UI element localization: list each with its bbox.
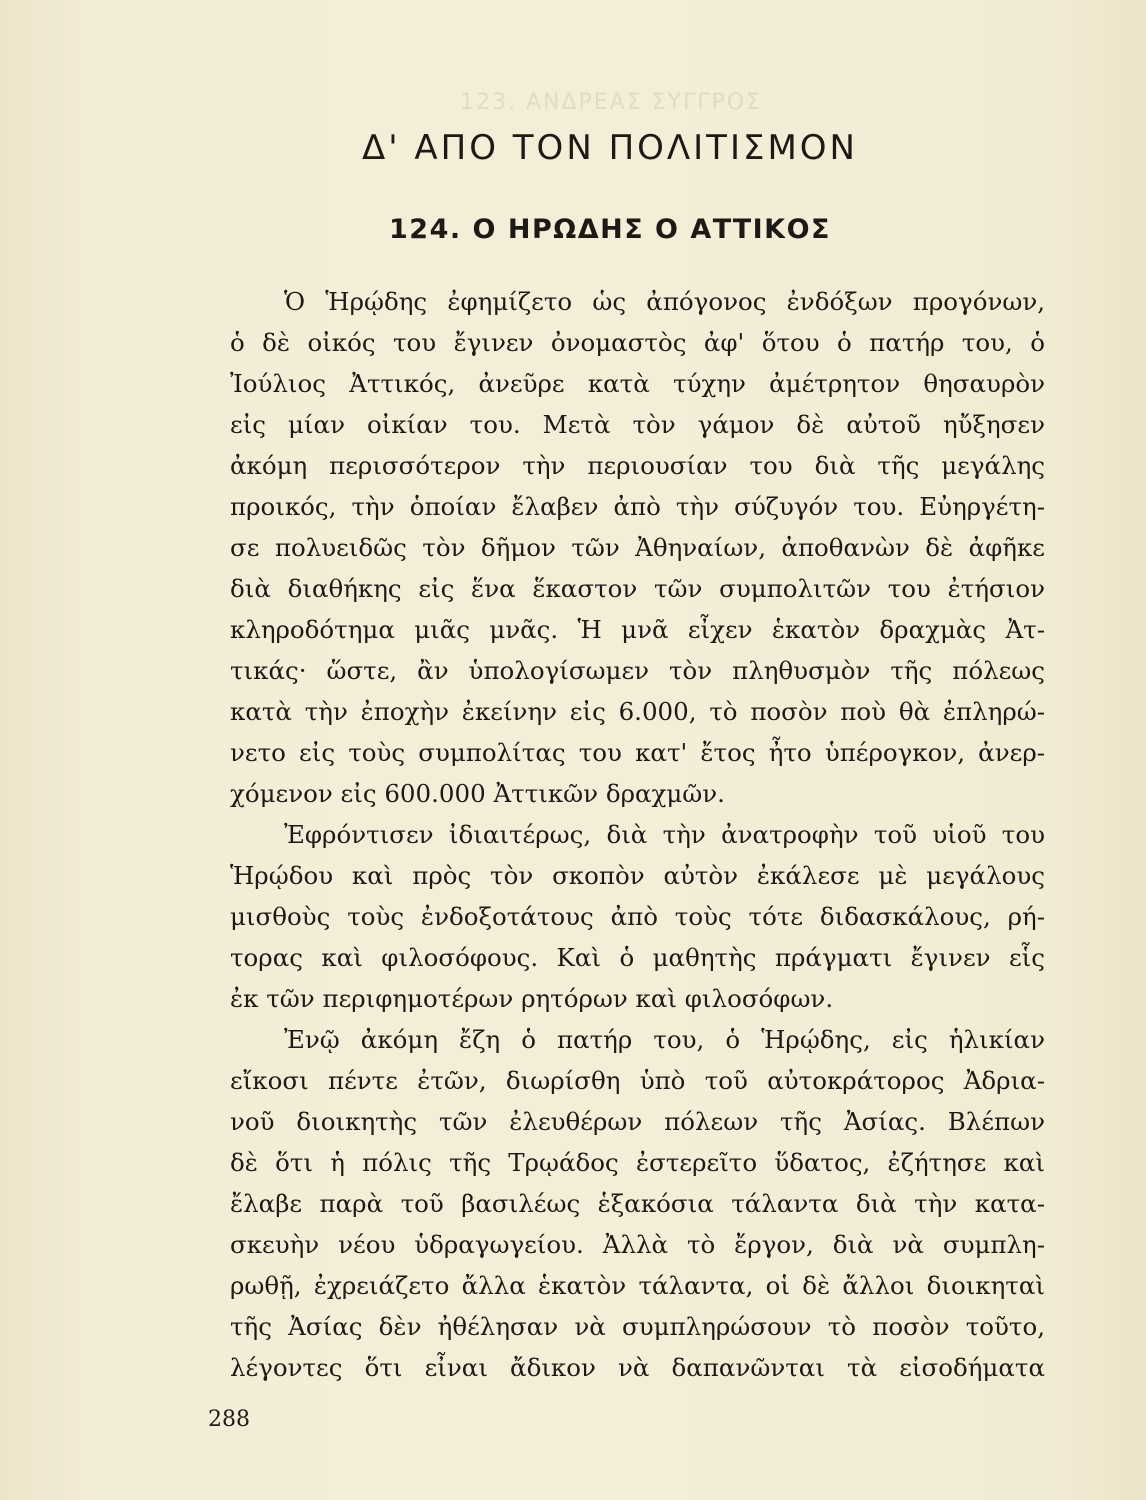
text-line: Ἰούλιος Ἀττικός, ἀνεῦρε κατὰ τύχην ἀμέτρητον θησαυρὸν bbox=[230, 369, 1045, 398]
text-line: εἴκοσι πέντε ἐτῶν, διωρίσθη ὑπὸ τοῦ αὐτοκράτορος Ἀδρια- bbox=[230, 1066, 1045, 1095]
text-line: δὲ ὅτι ἡ πόλις τῆς Τρῳάδος ἐστερεῖτο ὕδατος, ἐζήτησε καὶ bbox=[230, 1148, 1045, 1177]
text-line: Ἐφρόντισεν ἰδιαιτέρως, διὰ τὴν ἀνατροφὴν τοῦ υἱοῦ του bbox=[284, 820, 1045, 849]
text-line: ὁ δὲ οἰκός του ἔγινεν ὀνομαστὸς ἀφ' ὅτου ὁ πατήρ του, ὁ bbox=[230, 328, 1045, 357]
text-line: μισθοὺς τοὺς ἐνδοξοτάτους ἀπὸ τοὺς τότε διδασκάλους, ρή- bbox=[230, 902, 1045, 931]
text-line: ἐκ τῶν περιφημοτέρων ρητόρων καὶ φιλοσόφων. bbox=[230, 984, 834, 1013]
text-line: σε πολυειδῶς τὸν δῆμον τῶν Ἀθηναίων, ἀποθανὼν δὲ ἀφῆκε bbox=[230, 533, 1045, 562]
section-title: Δ' ΑΠΟ ΤΟΝ ΠΟΛΙΤΙΣΜΟΝ bbox=[361, 128, 858, 168]
text-line: ρωθῇ, ἐχρειάζετο ἄλλα ἑκατὸν τάλαντα, οἱ δὲ ἄλλοι διοικηταὶ bbox=[230, 1271, 1045, 1300]
text-line: Ἡρῴδου καὶ πρὸς τὸν σκοπὸν αὐτὸν ἐκάλεσε μὲ μεγάλους bbox=[230, 861, 1045, 890]
text-line: διὰ διαθήκης εἰς ἕνα ἕκαστον τῶν συμπολιτῶν του ἐτήσιον bbox=[230, 574, 1045, 603]
text-line: χόμενον εἰς 600.000 Ἀττικῶν δραχμῶν. bbox=[230, 779, 725, 808]
text-line: τῆς Ἀσίας δὲν ἠθέλησαν νὰ συμπληρώσουν τὸ ποσὸν τοῦτο, bbox=[230, 1312, 1045, 1341]
text-line: ἔλαβε παρὰ τοῦ βασιλέως ἑξακόσια τάλαντα διὰ τὴν κατα- bbox=[230, 1189, 1045, 1218]
page-number: 288 bbox=[208, 1407, 250, 1432]
text-line: κατὰ τὴν ἐποχὴν ἐκείνην εἰς 6.000, τὸ ποσὸν ποὺ θὰ ἐπληρώ- bbox=[230, 697, 1045, 726]
text-line: λέγοντες ὅτι εἶναι ἄδικον νὰ δαπανῶνται τὰ εἰσοδήματα bbox=[230, 1353, 1045, 1382]
text-line: κληροδότημα μιᾶς μνᾶς. Ἡ μνᾶ εἶχεν ἑκατὸν δραχμὰς Ἀτ- bbox=[230, 615, 1045, 644]
chapter-title: 124. Ο ΗΡΩΔΗΣ Ο ΑΤΤΙΚΟΣ bbox=[389, 214, 831, 245]
text-line: νοῦ διοικητὴς τῶν ἐλευθέρων πόλεων τῆς Ἀσίας. Βλέπων bbox=[230, 1107, 1045, 1136]
text-line: τορας καὶ φιλοσόφους. Καὶ ὁ μαθητὴς πράγματι ἔγινεν εἷς bbox=[230, 943, 1045, 972]
bleed-through-text: 123. ΑΝΔΡΕΑΣ ΣΥΓΓΡΟΣ bbox=[460, 90, 762, 115]
text-line: σκευὴν νέου ὑδραγωγείου. Ἀλλὰ τὸ ἔργον, διὰ νὰ συμπλη- bbox=[230, 1230, 1045, 1259]
text-line: Ὁ Ἡρῴδης ἐφημίζετο ὡς ἀπόγονος ἐνδόξων προγόνων, bbox=[284, 287, 1045, 316]
text-line: ἀκόμη περισσότερον τὴν περιουσίαν του διὰ τῆς μεγάλης bbox=[230, 451, 1045, 480]
text-line: Ἐνῷ ἀκόμη ἔζη ὁ πατήρ του, ὁ Ἡρῴδης, εἰς ἡλικίαν bbox=[284, 1025, 1045, 1054]
text-line: νετο εἰς τοὺς συμπολίτας του κατ' ἔτος ἦτο ὑπέρογκον, ἀνερ- bbox=[230, 738, 1045, 767]
text-line: προικός, τὴν ὁποίαν ἔλαβεν ἀπὸ τὴν σύζυγόν του. Εὐηργέτη- bbox=[230, 492, 1045, 521]
text-line: τικάς· ὥστε, ἂν ὑπολογίσωμεν τὸν πληθυσμὸν τῆς πόλεως bbox=[230, 656, 1045, 685]
text-line: εἰς μίαν οἰκίαν του. Μετὰ τὸν γάμον δὲ αὐτοῦ ηὔξησεν bbox=[230, 410, 1045, 439]
